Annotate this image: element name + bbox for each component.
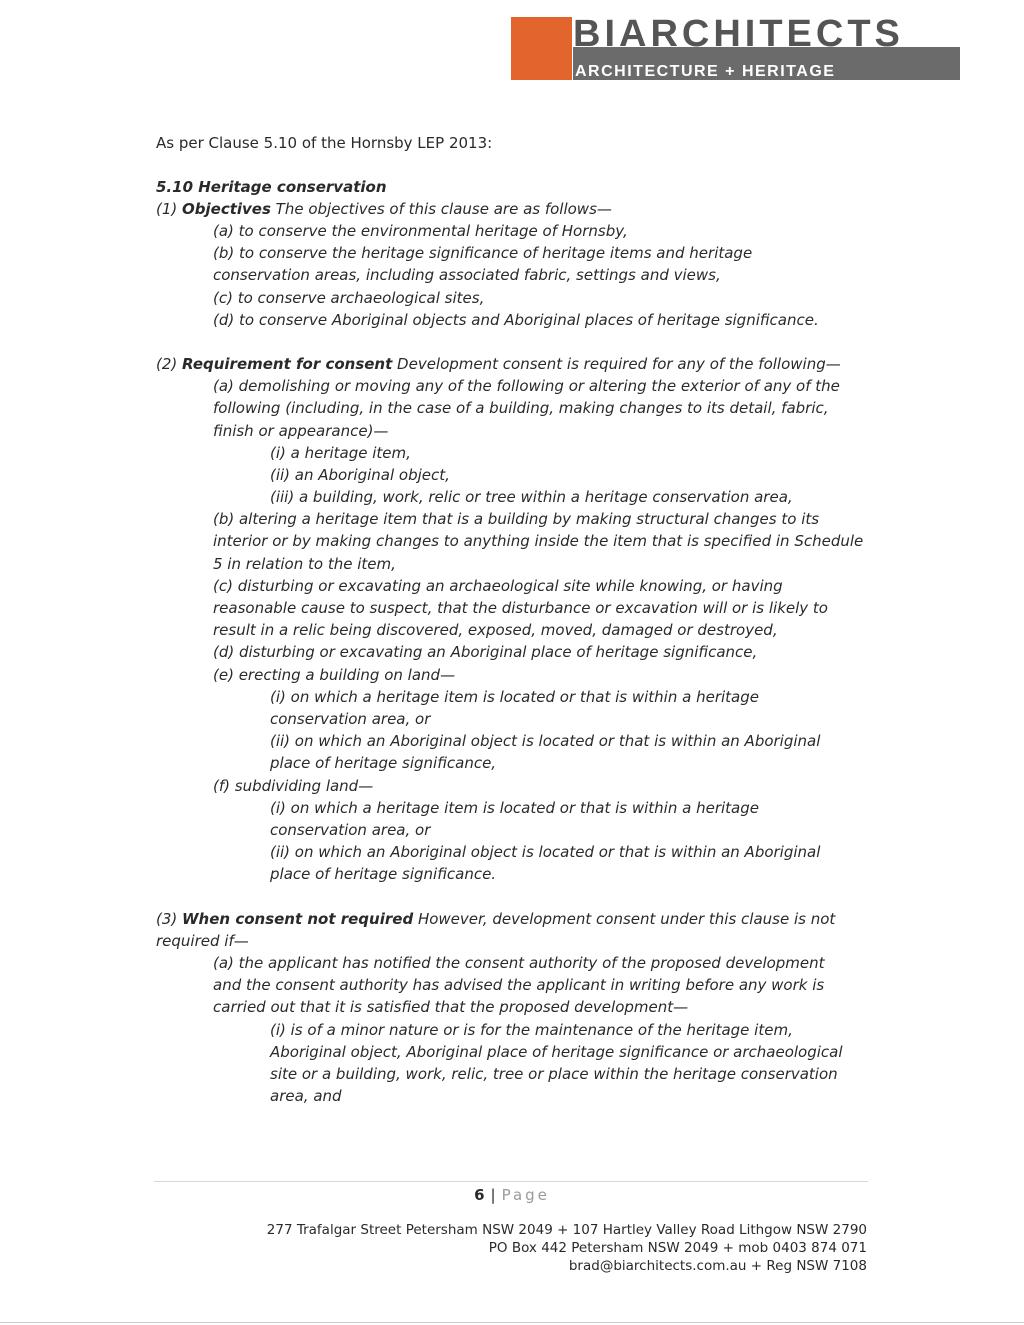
section-2-number: (2) <box>156 355 183 373</box>
company-logo <box>511 13 960 80</box>
s2-item-f-i-line2: conservation area, or <box>270 821 431 839</box>
s3-item-a-line3: carried out that it is satisfied that the proposed development— <box>213 998 689 1016</box>
s2-item-f: (f) subdividing land— <box>213 777 374 795</box>
page-bottom-edge <box>0 1322 1024 1323</box>
s2-item-f-ii-line1: (ii) on which an Aboriginal object is located or that is within an Aboriginal <box>270 843 821 861</box>
logo-orange-square <box>511 17 572 80</box>
section-3-intro: However, development consent under this clause is not <box>413 910 836 928</box>
section-1-heading <box>156 198 612 220</box>
s3-item-a-i-line4: area, and <box>270 1087 342 1105</box>
clause-title: 5.10 Heritage conservation <box>156 178 387 196</box>
s2-item-e-i-line2: conservation area, or <box>270 710 431 728</box>
s1-item-d: (d) to conserve Aboriginal objects and Aboriginal places of heritage significance. <box>213 311 819 329</box>
page-label: Page <box>501 1186 550 1204</box>
section-3-heading <box>156 908 835 930</box>
s2-item-a-i: (i) a heritage item, <box>270 444 411 462</box>
section-3-number: (3) <box>156 910 183 928</box>
page-number-separator: | <box>490 1186 496 1204</box>
s3-item-a-i-line3: site or a building, work, relic, tree or place within the heritage conservation <box>270 1065 838 1083</box>
s2-item-a-ii: (ii) an Aboriginal object, <box>270 466 450 484</box>
page-number <box>0 1185 1024 1205</box>
footer-address-line1: 277 Trafalgar Street Petersham NSW 2049 + 107 Hartley Valley Road Lithgow NSW 2790 <box>266 1222 867 1238</box>
page-number-value: 6 <box>474 1186 485 1204</box>
section-1-number: (1) <box>156 200 183 218</box>
footer-contact-line: brad@biarchitects.com.au + Reg NSW 7108 <box>568 1258 867 1274</box>
logo-tagline: ARCHITECTURE + HERITAGE <box>575 63 836 80</box>
section-2-title: Requirement for consent <box>182 355 393 373</box>
s2-item-b-line3: 5 in relation to the item, <box>213 555 396 573</box>
s3-item-a-i-line1: (i) is of a minor nature or is for the maintenance of the heritage item, <box>270 1021 793 1039</box>
s2-item-c-line1: (c) disturbing or excavating an archaeological site while knowing, or having <box>213 577 783 595</box>
s1-item-b-line2: conservation areas, including associated fabric, settings and views, <box>213 266 721 284</box>
section-2-intro: Development consent is required for any of the following— <box>392 355 841 373</box>
s2-item-d: (d) disturbing or excavating an Aboriginal place of heritage significance, <box>213 643 758 661</box>
s2-item-f-i-line1: (i) on which a heritage item is located or that is within a heritage <box>270 799 759 817</box>
section-3-title: When consent not required <box>182 910 414 928</box>
footer-address-line2: PO Box 442 Petersham NSW 2049 + mob 0403 874 071 <box>488 1240 867 1256</box>
s3-item-a-i-line2: Aboriginal object, Aboriginal place of heritage significance or archaeological <box>270 1043 843 1061</box>
s2-item-f-ii-line2: place of heritage significance. <box>270 865 497 883</box>
section-1-title: Objectives <box>182 200 271 218</box>
section-1-intro: The objectives of this clause are as follows— <box>270 200 612 218</box>
s2-item-a-iii: (iii) a building, work, relic or tree within a heritage conservation area, <box>270 488 793 506</box>
s2-item-c-line2: reasonable cause to suspect, that the disturbance or excavation will or is likely to <box>213 599 828 617</box>
s2-item-a-line3: finish or appearance)— <box>213 422 389 440</box>
s2-item-e-ii-line2: place of heritage significance, <box>270 754 497 772</box>
s2-item-e-ii-line1: (ii) on which an Aboriginal object is located or that is within an Aboriginal <box>270 732 821 750</box>
section-2-heading <box>156 353 841 375</box>
s2-item-e: (e) erecting a building on land— <box>213 666 456 684</box>
s2-item-a-line2: following (including, in the case of a building, making changes to its detail, fabric, <box>213 399 829 417</box>
footer-divider <box>154 1181 868 1182</box>
s1-item-c: (c) to conserve archaeological sites, <box>213 289 485 307</box>
s3-item-a-line1: (a) the applicant has notified the consent authority of the proposed development <box>213 954 825 972</box>
s3-item-a-line2: and the consent authority has advised the applicant in writing before any work is <box>213 976 825 994</box>
s2-item-b-line1: (b) altering a heritage item that is a building by making structural changes to its <box>213 510 820 528</box>
section-3-intro-line2: required if— <box>156 932 249 950</box>
s2-item-e-i-line1: (i) on which a heritage item is located or that is within a heritage <box>270 688 759 706</box>
s1-item-a: (a) to conserve the environmental heritage of Hornsby, <box>213 222 628 240</box>
logo-company-name: BIARCHITECTS <box>573 13 904 55</box>
intro-text: As per Clause 5.10 of the Hornsby LEP 2013: <box>156 134 493 152</box>
s2-item-a-line1: (a) demolishing or moving any of the following or altering the exterior of any of the <box>213 377 840 395</box>
s1-item-b-line1: (b) to conserve the heritage significance of heritage items and heritage <box>213 244 753 262</box>
s2-item-b-line2: interior or by making changes to anything inside the item that is specified in Schedule <box>213 532 864 550</box>
s2-item-c-line3: result in a relic being discovered, exposed, moved, damaged or destroyed, <box>213 621 778 639</box>
